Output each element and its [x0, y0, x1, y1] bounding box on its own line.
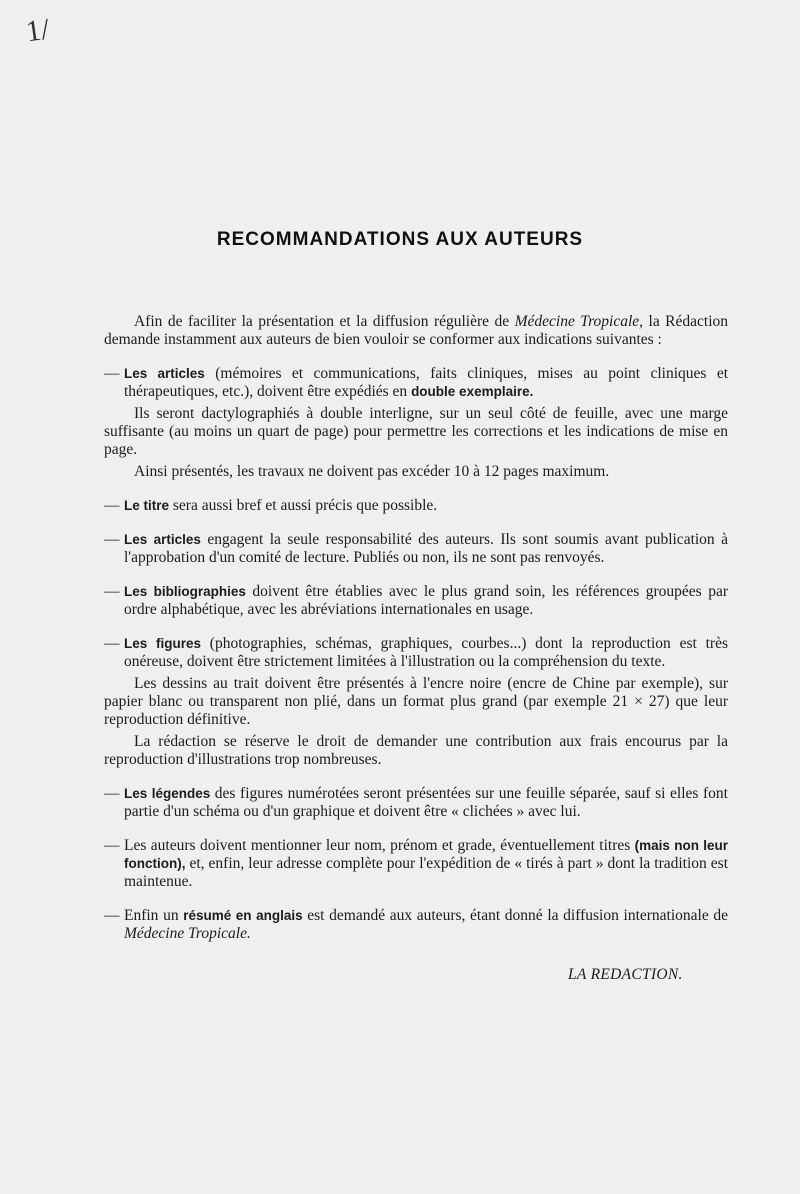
list-item-legendes: — Les légendes des figures numérotées seront présentées sur une feuille séparée, sauf si elles font partie d'un schéma ou d'un graphique et doivent être « clichées » avec lui.	[104, 785, 728, 820]
dash-bullet: —	[104, 907, 120, 924]
figures-drawings-paragraph: Les dessins au trait doivent être présentés à l'encre noire (encre de Chine par exemple), sur papier blanc ou transparent non plié, dans un format plus grand (par exemple 21 × 27) que leur reproduction définitive.	[104, 675, 728, 728]
journal-name: Médecine Tropicale,	[514, 313, 644, 330]
dash-bullet: —	[104, 785, 120, 802]
articles-length-paragraph: Ainsi présentés, les travaux ne doivent pas excéder 10 à 12 pages maximum.	[134, 463, 610, 480]
dash-bullet: —	[104, 531, 120, 548]
journal-name: Médecine Tropicale.	[124, 925, 251, 942]
figures-costs-paragraph: La rédaction se réserve le droit de demander une contribution aux frais encourus par la reproduction d'illustrations trop nombreuses.	[104, 733, 728, 768]
list-item-articles: — Les articles (mémoires et communications, faits cliniques, mises au point cliniques et thérapeutiques, etc.), doivent être expédiés en double exemplaire.	[104, 365, 729, 400]
dash-bullet: —	[104, 497, 120, 514]
list-item-figures: — Les figures (photographies, schémas, graphiques, courbes...) dont la reproduction est très onéreuse, doivent être strictement limitées à l'illustration ou la compréhension du texte.	[104, 635, 728, 670]
list-item-auteurs: — Les auteurs doivent mentionner leur nom, prénom et grade, éventuellement titres (mais non leur fonction), et, enfin, leur adresse complète pour l'expédition de « tirés à part » dont la tradition est maintenue.	[104, 837, 728, 890]
dash-bullet: —	[104, 365, 120, 382]
intro-paragraph: Afin de faciliter la présentation et la diffusion régulière de Médecine Tropicale, la Rédaction demande instamment aux auteurs de bien vouloir se conformer aux indications suivantes :	[104, 313, 729, 348]
list-item-bibliographies: — Les bibliographies doivent être établies avec le plus grand soin, les références groupées par ordre alphabétique, avec les abréviations internationales en usage.	[104, 583, 728, 618]
page-title: RECOMMANDATIONS AUX AUTEURS	[216, 229, 584, 250]
list-item-resume: — Enfin un résumé en anglais est demandé aux auteurs, étant donné la diffusion internationale de Médecine Tropicale.	[104, 907, 728, 942]
dash-bullet: —	[104, 583, 120, 600]
list-item-titre: — Le titre sera aussi bref et aussi précis que possible.	[104, 497, 438, 514]
signature: LA REDACTION.	[568, 966, 683, 983]
articles-format-paragraph: Ils seront dactylographiés à double interligne, sur un seul côté de feuille, avec une marge suffisante (au moins un quart de page) pour permettre les corrections et les indications de mise en page.	[104, 405, 728, 458]
document-body	[104, 313, 728, 943]
list-item-responsabilite: — Les articles engagent la seule responsabilité des auteurs. Ils sont soumis avant publication à l'approbation d'un comité de lecture. Publiés ou non, ils ne sont pas renvoyés.	[104, 531, 729, 566]
dash-bullet: —	[104, 837, 120, 854]
dash-bullet: —	[104, 635, 120, 652]
page-number-mark: 1/	[23, 12, 52, 49]
